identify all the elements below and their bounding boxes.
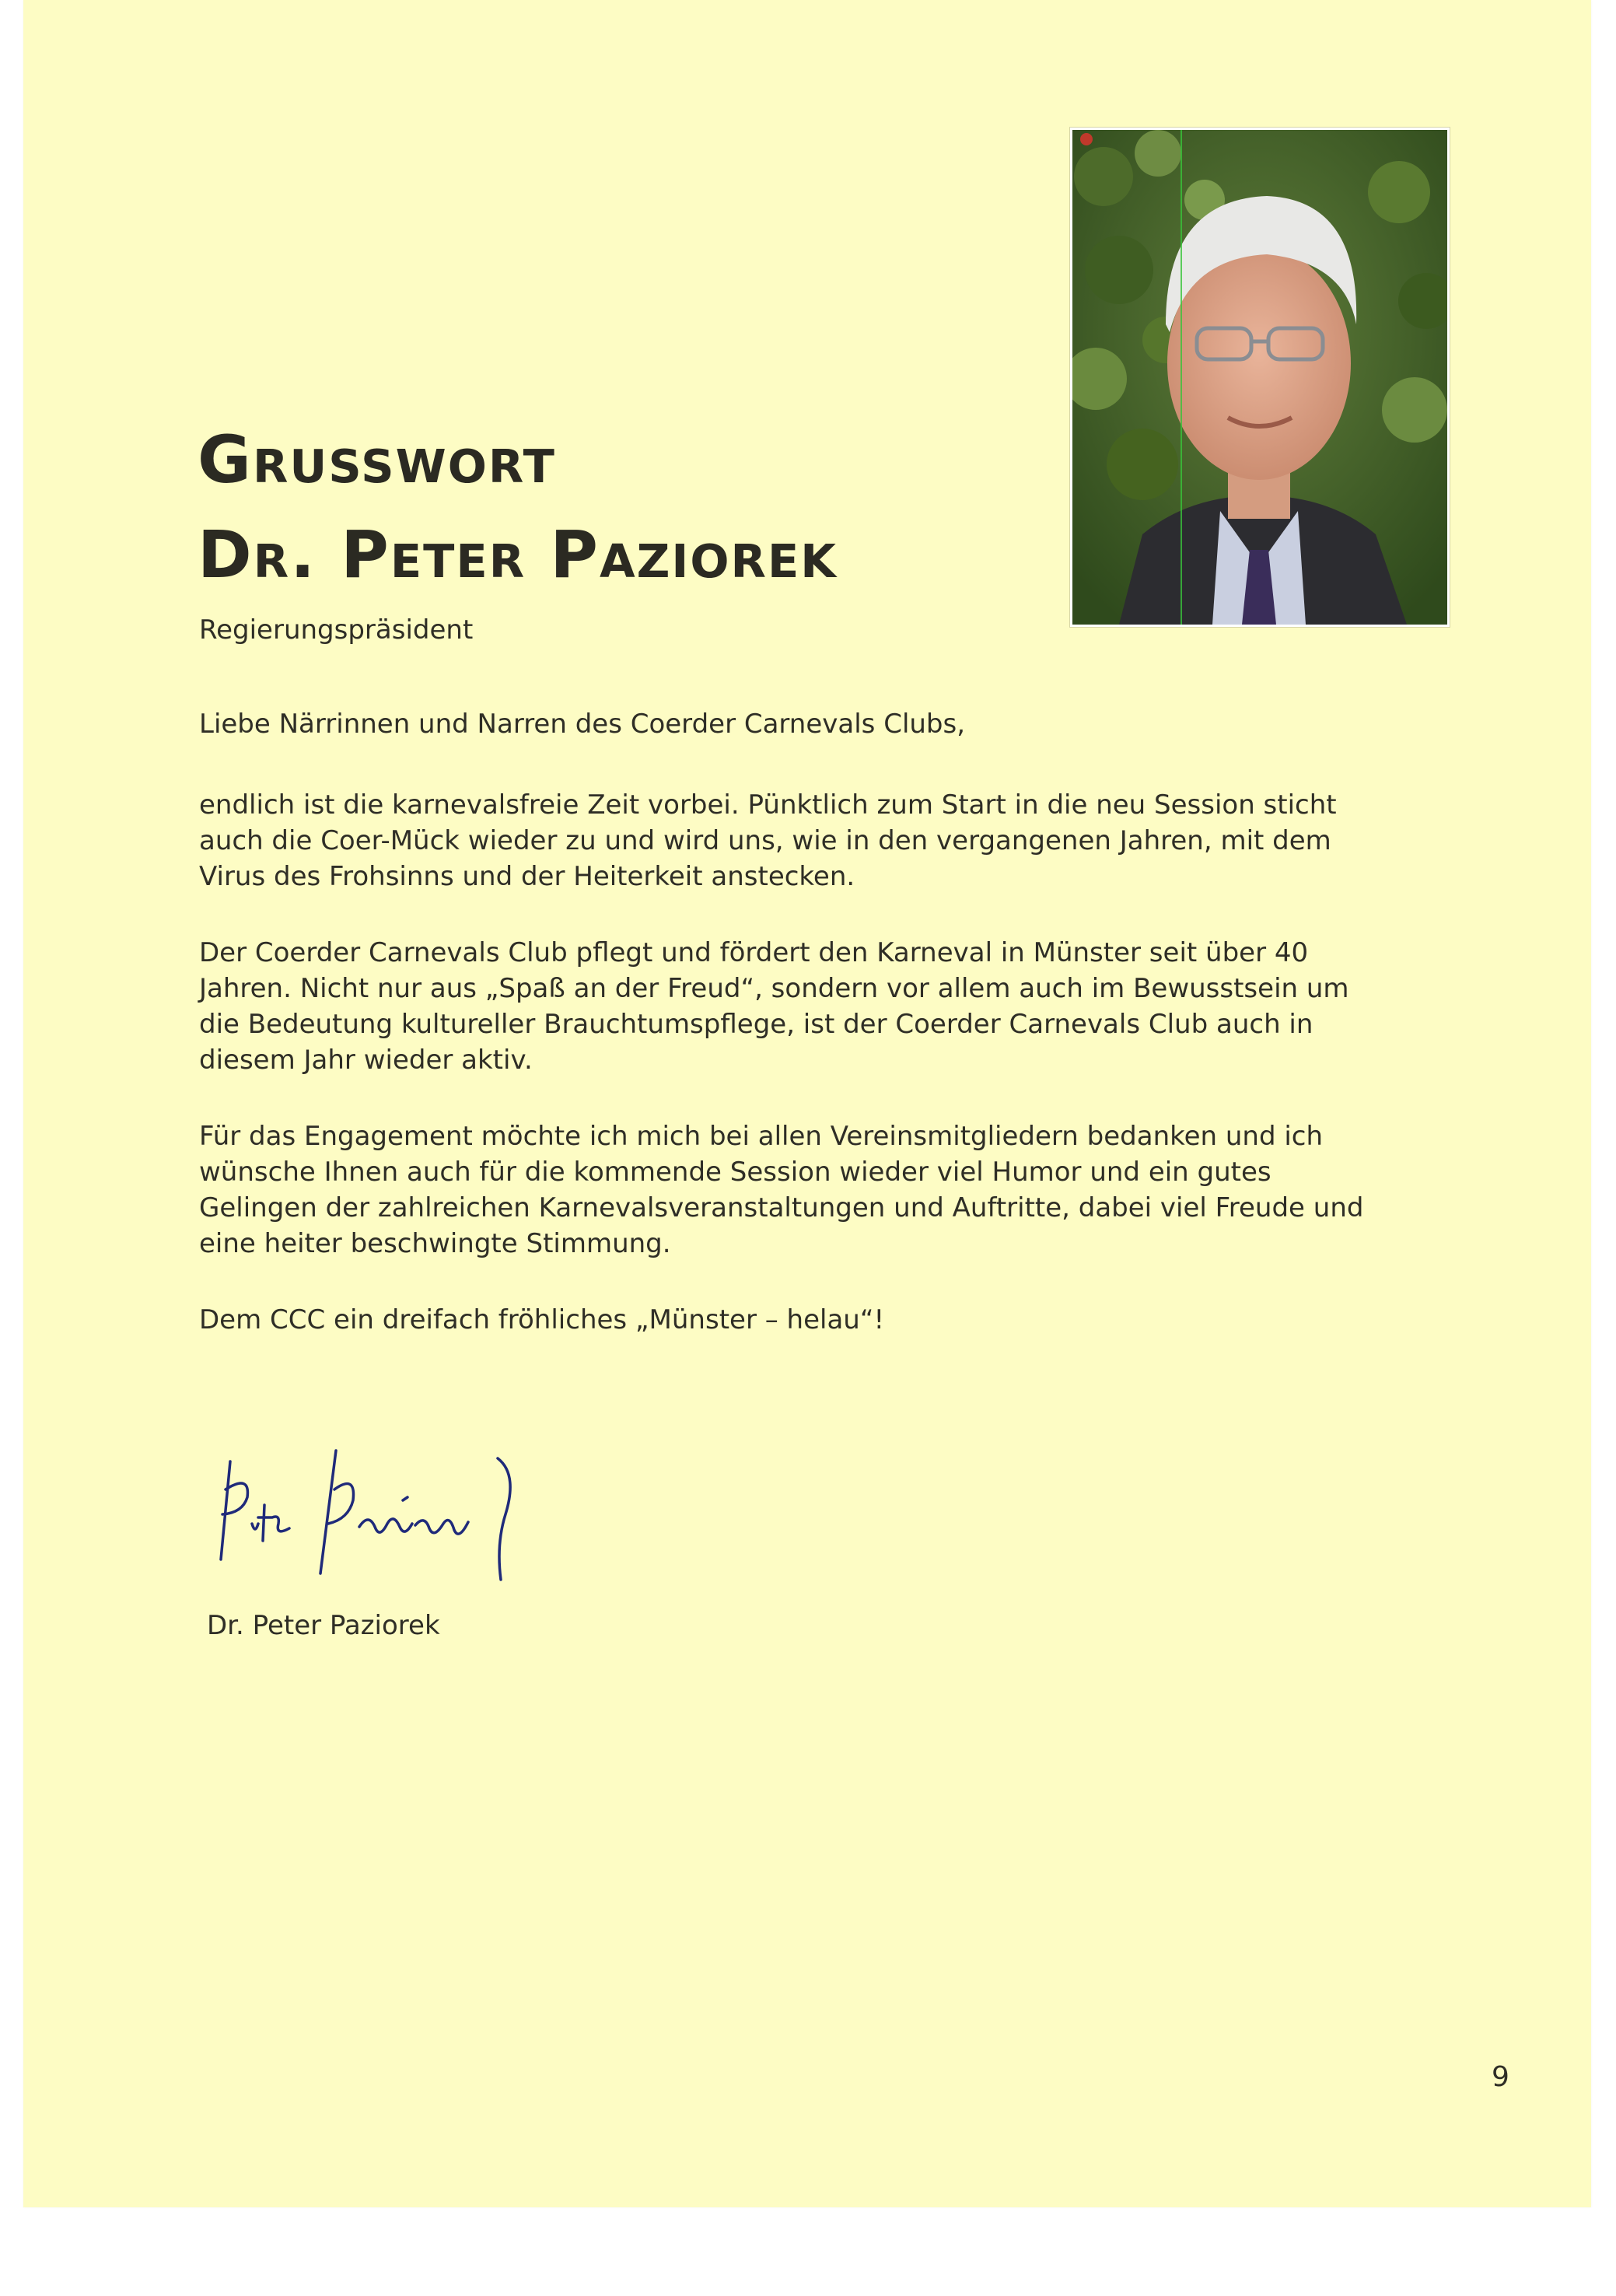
portrait-photo bbox=[1070, 128, 1450, 627]
signer-name: Dr. Peter Paziorek bbox=[207, 1610, 440, 1641]
handwritten-signature bbox=[204, 1443, 561, 1586]
paragraph-3: Für das Engagement möchte ich mich bei allen Vereinsmitgliedern bedanken und ich wünsche Ihnen auch für die kommende Session wieder viel Humor und ein gutes Gelingen der zahlreichen Karnevalsveranstaltungen und Auftritte, dabei viel Freude und eine heiter beschwingte Stimmung. bbox=[199, 1121, 1364, 1259]
paragraph-1: endlich ist die karnevalsfreie Zeit vorbei. Pünktlich zum Start in die neu Session sticht auch die Coer-Mück wieder zu und wird uns, wie in den vergangenen Jahren, mit dem Virus des Frohsinns und der Heiterkeit anstecken. bbox=[199, 789, 1337, 892]
paragraph-salutation: Liebe Närrinnen und Narren des Coerder Carnevals Clubs, bbox=[199, 709, 966, 740]
title-line-1: Grusswort bbox=[198, 422, 556, 498]
letter-body bbox=[199, 706, 1389, 1378]
page bbox=[23, 0, 1591, 2207]
page-number: 9 bbox=[1492, 2061, 1509, 2093]
paragraph-2: Der Coerder Carnevals Club pflegt und fördert den Karneval in Münster seit über 40 Jahren. Nicht nur aus „Spaß an der Freud“, sondern vor allem auch im Bewusstsein um die Bedeutung kultureller Brauchtumspflege, ist der Coerder Carnevals Club auch in diesem Jahr wieder aktiv. bbox=[199, 937, 1349, 1076]
subtitle-role: Regierungspräsident bbox=[199, 614, 474, 646]
page-title bbox=[198, 412, 838, 602]
title-line-2: Dr. Peter Paziorek bbox=[198, 516, 838, 593]
paragraph-closing: Dem CCC ein dreifach fröhliches „Münster – helau“! bbox=[199, 1304, 885, 1335]
